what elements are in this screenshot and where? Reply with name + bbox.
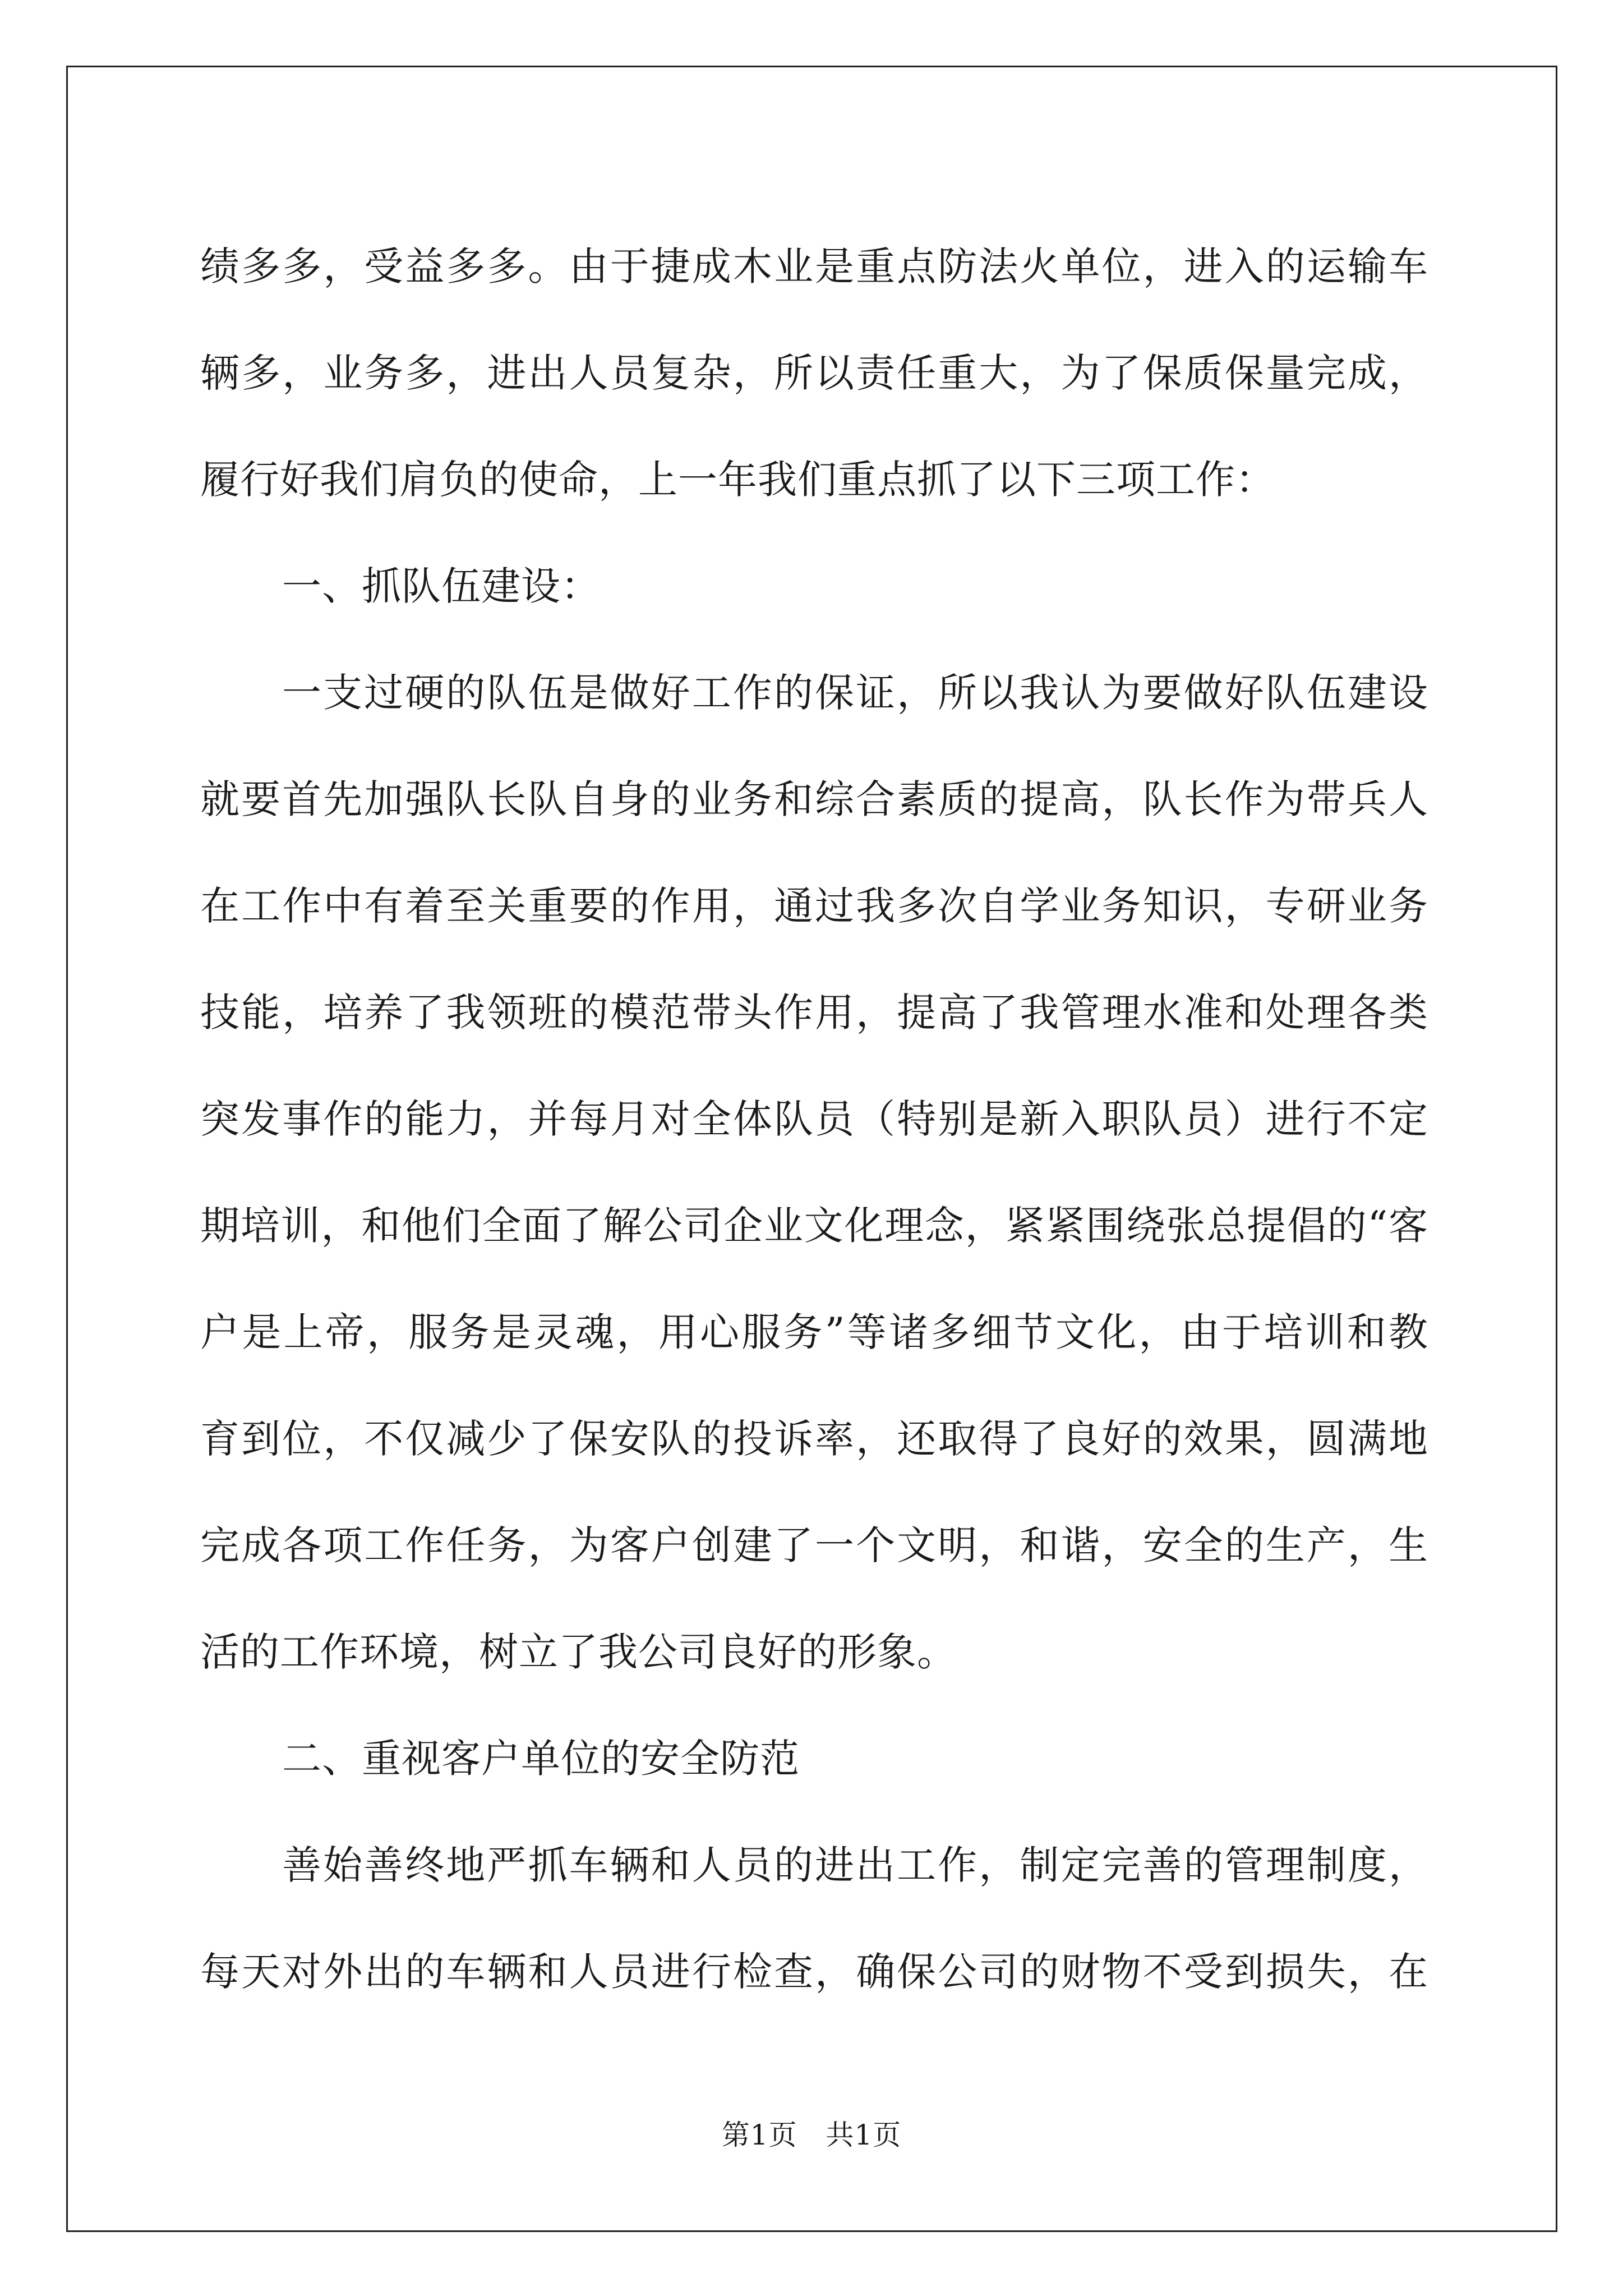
body-line-12: 育到位，不仅减少了保安队的投诉率，还取得了良好的效果，圆满地 <box>200 1416 1428 1462</box>
body-line-14: 活的工作环境，树立了我公司良好的形象。 <box>200 1629 957 1675</box>
page-footer: 第1页 共1页 <box>721 2119 902 2151</box>
body-line-2: 辆多，业务多，进出人员复杂，所以责任重大，为了保质保量完成， <box>200 350 1428 396</box>
body-line-11: 户是上帝，服务是灵魂，用心服务”等诸多细节文化，由于培训和教 <box>200 1309 1428 1355</box>
body-line-16: 善始善终地严抓车辆和人员的进出工作，制定完善的管理制度， <box>282 1842 1428 1888</box>
body-line-8: 技能，培养了我领班的模范带头作用，提高了我管理水准和处理各类 <box>200 990 1428 1036</box>
body-line-17: 每天对外出的车辆和人员进行检查，确保公司的财物不受到损失，在 <box>200 1949 1428 1995</box>
body-line-9: 突发事作的能力，并每月对全体队员（特别是新入职队员）进行不定 <box>200 1096 1428 1142</box>
body-line-3: 履行好我们肩负的使命，上一年我们重点抓了以下三项工作： <box>200 457 1275 503</box>
document-body <box>200 213 1428 2025</box>
section-heading-2: 二、重视客户单位的安全防范 <box>282 1736 800 1782</box>
body-line-7: 在工作中有着至关重要的作用，通过我多次自学业务知识，专研业务 <box>200 883 1428 929</box>
body-line-1: 绩多多，受益多多。由于捷成木业是重点防法火单位，进入的运输车 <box>200 243 1428 289</box>
section-heading-1: 一、抓队伍建设： <box>282 563 601 609</box>
body-line-5: 一支过硬的队伍是做好工作的保证，所以我认为要做好队伍建设 <box>282 670 1428 716</box>
body-line-13: 完成各项工作任务，为客户创建了一个文明，和谐，安全的生产，生 <box>200 1522 1428 1568</box>
body-line-10: 期培训，和他们全面了解公司企业文化理念，紧紧围绕张总提倡的“客 <box>200 1203 1428 1249</box>
body-line-6: 就要首先加强队长队自身的业务和综合素质的提高，队长作为带兵人 <box>200 776 1428 822</box>
